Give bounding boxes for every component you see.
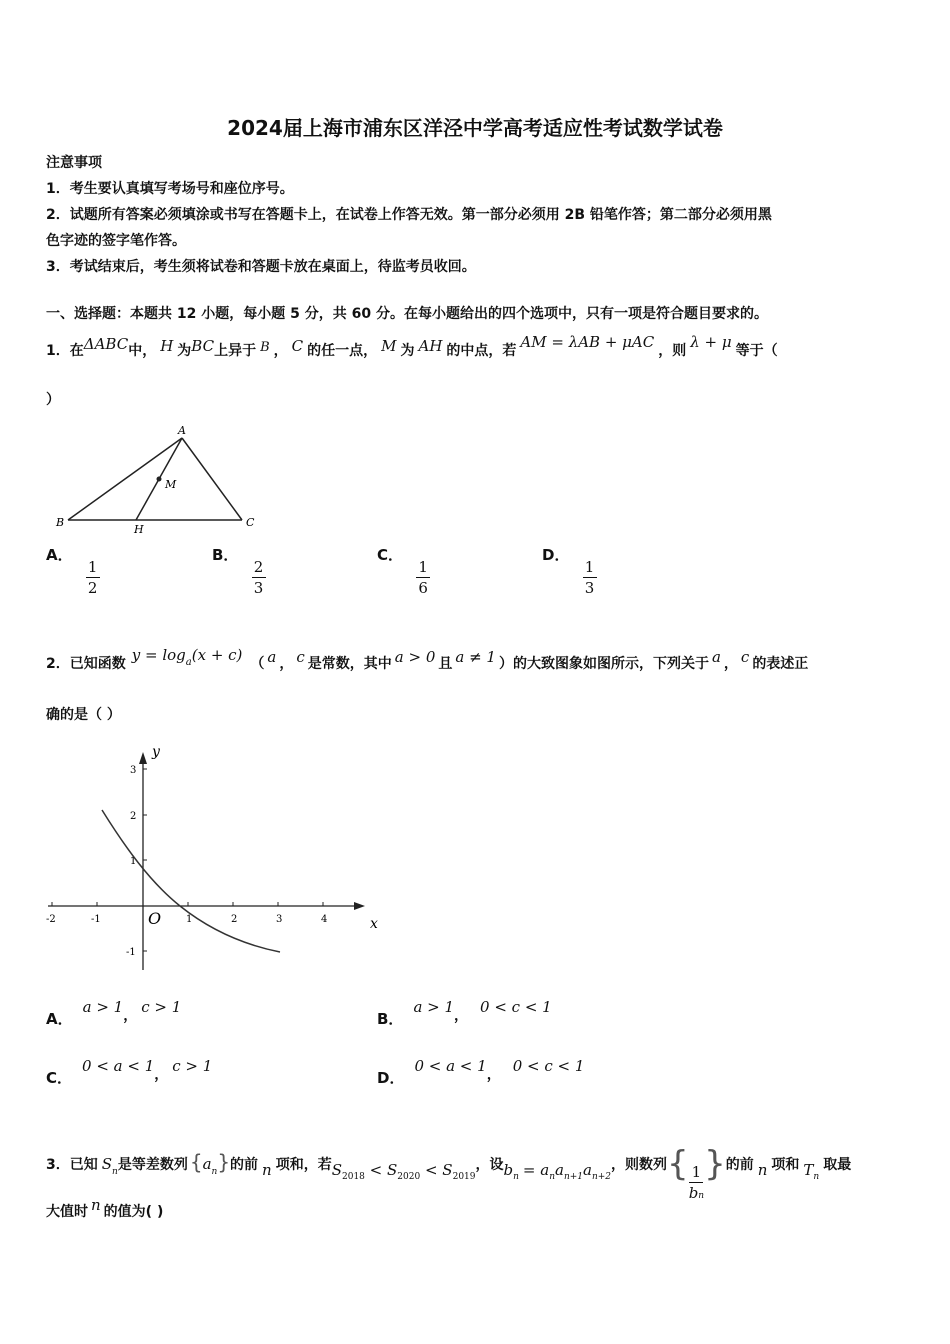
notice-item-2-cont: 色字迹的签字笔作答。 (46, 233, 186, 249)
page-title: 2024届上海市浦东区洋泾中学高考适应性考试数学试卷 (227, 116, 723, 140)
y-axis-label: y (152, 744, 160, 760)
q1-triangle-figure (46, 422, 276, 542)
x-tick-neg1: -1 (91, 914, 101, 925)
notice-item-3: 3．考试结束后，考生须将试卷和答题卡放在桌面上，待监考员收回。 (46, 259, 476, 275)
q2-option-c[interactable]: C．0 < a < 1， c > 1 (46, 1057, 213, 1087)
y-tick-2: 2 (130, 811, 137, 822)
log-curve (102, 810, 283, 952)
q2-text: 2．已知函数 $y = \log^a(x + c)$ （ a ， c 是常数，其中 a > 0 且 a ≠ 1 ）的大致图象如图所示，下列关于 a ， c 的表述正 (46, 646, 809, 672)
notice-item-2: 2．试题所有答案必须填涂或书写在答题卡上，在试卷上作答无效。第一部分必须用 2B 铅笔作答；第二部分必须用黑 (46, 207, 772, 223)
x-axis-label: x (370, 916, 378, 932)
x-tick-2: 2 (231, 914, 238, 925)
x-tick-1: 1 (186, 914, 193, 925)
notice-item-1: 1．考生要认真填写考场号和座位序号。 (46, 181, 294, 197)
y-tick-neg1: -1 (126, 947, 136, 958)
point-m (157, 477, 162, 482)
q2-option-b[interactable]: B．a > 1， 0 < c < 1 (377, 998, 552, 1028)
origin-label: O (148, 909, 162, 928)
x-tick-3: 3 (276, 914, 283, 925)
q3-text-line2: 大值时 n 的值为( ) (46, 1196, 164, 1220)
q2-option-a[interactable]: A．a > 1， c > 1 (46, 998, 182, 1028)
y-tick-3: 3 (130, 765, 137, 776)
y-axis-arrow (139, 752, 147, 764)
x-tick-neg2: -2 (46, 914, 56, 925)
side-ac (182, 438, 242, 520)
q1-text: 1．在ΔABC中， H 为BC上异于 B ， C 的任一点， M 为 AH 的中点，若 AM = λAB + μAC ，则 λ + μ 等于（ (46, 333, 778, 359)
label-c: C (246, 516, 255, 529)
q2-text-line2: 确的是（ ） (46, 707, 121, 723)
x-tick-4: 4 (321, 914, 328, 925)
notice-heading: 注意事项 (46, 155, 102, 171)
label-a: A (178, 424, 186, 437)
q2-option-d[interactable]: D．0 < a < 1， 0 < c < 1 (377, 1057, 585, 1087)
q1-close-paren: ） (46, 392, 60, 408)
x-axis-arrow (354, 902, 365, 910)
q1-option-d[interactable]: D． $\frac{1}{3}$ (542, 556, 597, 597)
q2-log-graph (40, 742, 390, 977)
section-heading: 一、选择题：本题共 12 小题，每小题 5 分，共 60 分。在每小题给出的四个选项中，只有一项是符合题目要求的。 (46, 306, 768, 322)
label-b: B (56, 516, 65, 529)
q1-option-b[interactable]: B． $\frac{2}{3}$ (212, 556, 266, 597)
label-m: M (165, 478, 177, 491)
q3-text: 3．已知 $S_n$是等差数列 $\{a_n\}$的前 n 项和，若$S_{2018} < S_{2020} < S_{2019}$，设$b_n = a_na_{n+1}a_{n+2}$，则数列{ $\frac{1}{bn}$ }的前 n 项和 $T_n$取最 (46, 1144, 852, 1202)
label-h: H (134, 523, 144, 536)
q1-option-a[interactable]: A． $\frac{1}{2}$ (46, 556, 100, 597)
y-tick-1: 1 (130, 856, 137, 867)
q1-option-c[interactable]: C． $\frac{1}{6}$ (377, 556, 430, 597)
